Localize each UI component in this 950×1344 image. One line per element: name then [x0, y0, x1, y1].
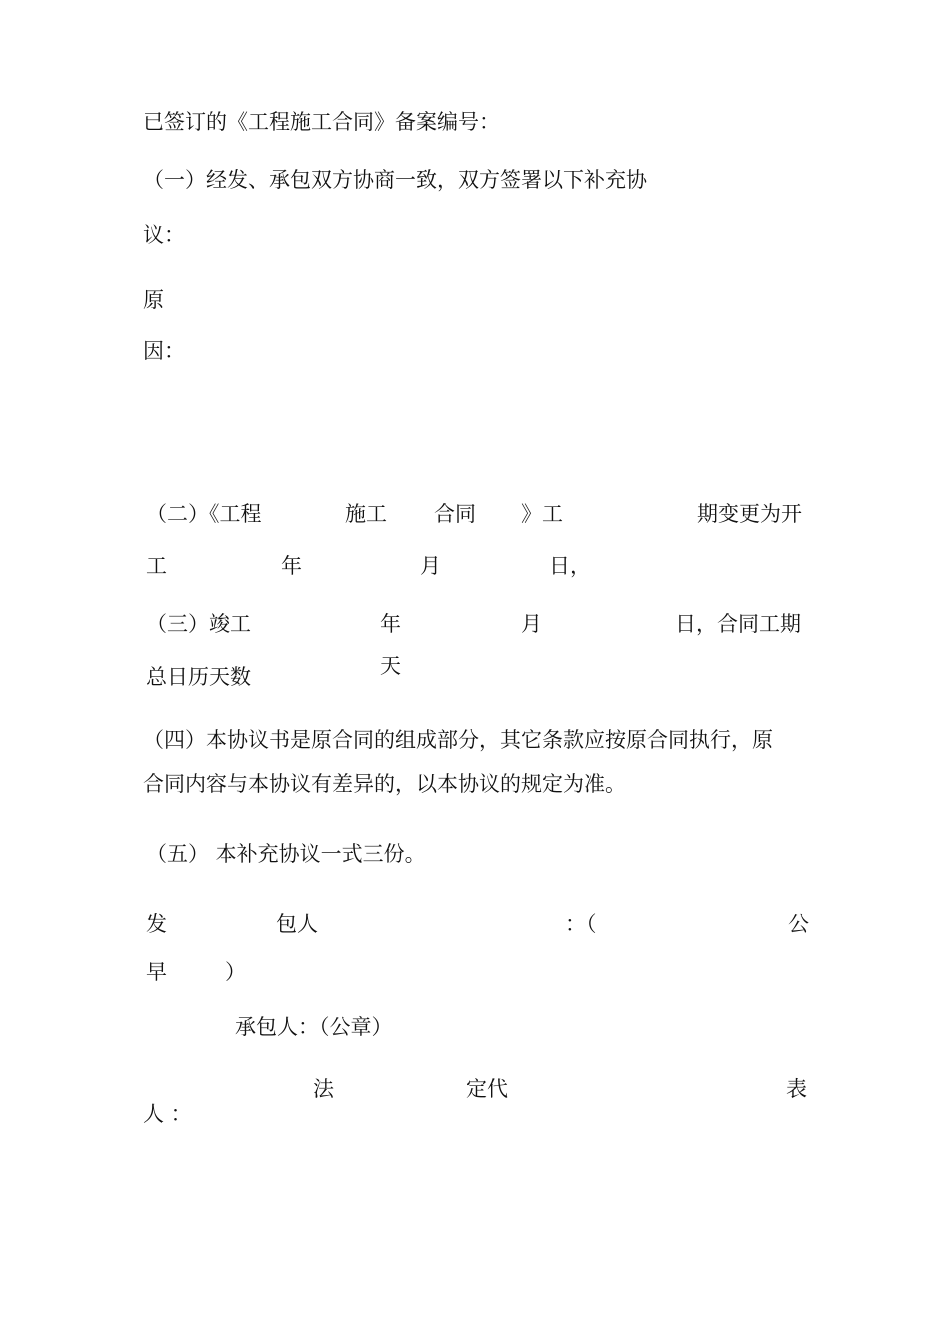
legal-rep-dingdai: 定代: [466, 1077, 508, 1101]
legal-rep-ren: 人 ：: [143, 1102, 192, 1126]
legal-rep-biao: 表: [786, 1077, 807, 1101]
clause-3-tian: 天: [380, 654, 401, 678]
clause-1-line-2: 议：: [143, 223, 185, 247]
issuer-colon-paren: ：（: [565, 912, 597, 936]
clause-2-day: 日，: [549, 554, 591, 578]
clause-3-year: 年: [380, 612, 401, 636]
contractor-seal-line: 承包人：（公章）: [235, 1015, 393, 1039]
clause-5: （五） 本补充协议一式三份。: [146, 842, 426, 866]
reason-label-part-1: 原: [143, 288, 164, 312]
clause-3-prefix: （三）竣工: [146, 612, 251, 636]
clause-3-month: 月: [521, 612, 542, 636]
issuer-close-paren: ）: [225, 960, 246, 984]
clause-2-word-hetong: 合同: [434, 502, 476, 526]
clause-2-month: 月: [420, 554, 441, 578]
filing-number-line: 已签订的《工程施工合同》备案编号：: [143, 110, 500, 134]
clause-2-year: 年: [281, 554, 302, 578]
clause-2-word-shigong: 施工: [345, 502, 387, 526]
clause-4-line-2: 合同内容与本协议有差异的，以本协议的规定为准。: [143, 772, 626, 796]
clause-1-line-1: （一）经发、承包双方协商一致，双方签署以下补充协: [143, 168, 647, 192]
issuer-zhang: 早: [146, 960, 167, 984]
clause-2-prefix: （二）《工程: [146, 502, 262, 526]
issuer-gong: 公: [788, 912, 809, 936]
clause-3-line-2: 总日历天数: [146, 665, 251, 689]
clause-2-line-2-gong: 工: [146, 554, 167, 578]
clause-4-line-1: （四）本协议书是原合同的组成部分，其它条款应按原合同执行，原: [143, 728, 773, 752]
legal-rep-fa: 法: [313, 1077, 334, 1101]
issuer-fa: 发: [146, 912, 167, 936]
issuer-baoren: 包人: [276, 912, 318, 936]
clause-3-day-tail: 日，合同工期: [675, 612, 801, 636]
reason-label-part-2: 因：: [143, 339, 185, 363]
clause-2-word-close: 》工: [521, 502, 563, 526]
clause-2-tail: 期变更为开: [697, 502, 802, 526]
